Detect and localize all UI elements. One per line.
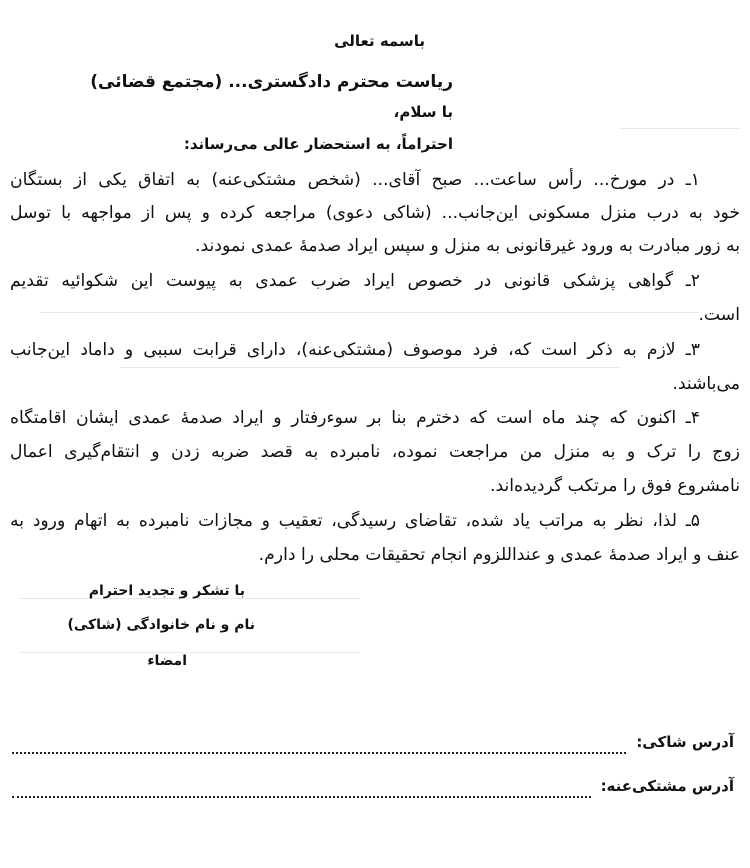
paragraph-5-line-1: ۵ـ لذا، نظر به مراتب یاد شده، تقاضای رسیدگی، تعقیب و مجازات نامبرده به اتهام ورود به: [10, 511, 700, 531]
closing-thanks: با تشکر و تجدید احترام: [88, 583, 245, 599]
defendant-address-row: [12, 777, 734, 798]
complainant-address-label: آدرس شاکی:: [636, 733, 734, 751]
complainant-address-row: [12, 733, 734, 754]
complainant-address-field[interactable]: [12, 734, 626, 754]
preamble: احتراماً، به استحضار عالی می‌رساند:: [183, 135, 453, 153]
paragraph-1-line-3: به زور مبادرت به ورود غیرقانونی به منزل و سپس ایراد صدمهٔ عمدی نمودند.: [195, 236, 740, 256]
closing-name-label: نام و نام خانوادگی (شاکی): [67, 617, 255, 633]
addressee: ریاست محترم دادگستری... (مجتمع قضائی): [90, 72, 453, 92]
paragraph-5-line-2: عنف و ایراد صدمهٔ عمدی و عنداللزوم انجام تحقیقات محلی را دارم.: [258, 545, 740, 565]
document-header: باسمه تعالی: [334, 32, 425, 50]
scan-artifact: [120, 367, 620, 368]
paragraph-2-line-1: ۲ـ گواهی پزشکی قانونی در خصوص ایراد ضرب عمدی به پیوست این شکوائیه تقدیم: [10, 271, 700, 291]
paragraph-1-line-1: ۱ـ در مورخ... رأس ساعت... صبح آقای... (شخص مشتکی‌عنه) به اتفاق یکی از بستگان: [10, 170, 700, 190]
defendant-address-field[interactable]: [12, 778, 591, 798]
signature-label: امضاء: [147, 653, 187, 669]
paragraph-1-line-2: خود به درب منزل مسکونی این‌جانب... (شاکی دعوی) مراجعه کرده و پس از مواجهه با توسل: [10, 203, 740, 223]
scan-artifact: [20, 652, 360, 653]
paragraph-4-line-3: نامشروع فوق را مرتکب گردیده‌اند.: [490, 476, 740, 496]
paragraph-3-line-2: می‌باشند.: [672, 374, 740, 394]
paragraph-4-line-2: زوج را ترک و به منزل من مراجعت نموده، نامبرده به قصد ضربه زدن و انتقام‌گیری اعمال: [10, 442, 740, 462]
salutation: با سلام،: [393, 103, 453, 121]
scan-artifact: [620, 128, 740, 129]
paragraph-2-line-2: است.: [698, 305, 740, 325]
paragraph-3-line-1: ۳ـ لازم به ذکر است که، فرد موصوف (مشتکی‌عنه)، دارای قرابت سببی و داماد این‌جانب: [10, 340, 700, 360]
paragraph-4-line-1: ۴ـ اکنون که چند ماه است که دخترم بنا بر سوءرفتار و ایراد صدمهٔ عمدی ایشان اقامتگاه: [10, 408, 700, 428]
defendant-address-label: آدرس مشتکی‌عنه:: [600, 777, 734, 795]
